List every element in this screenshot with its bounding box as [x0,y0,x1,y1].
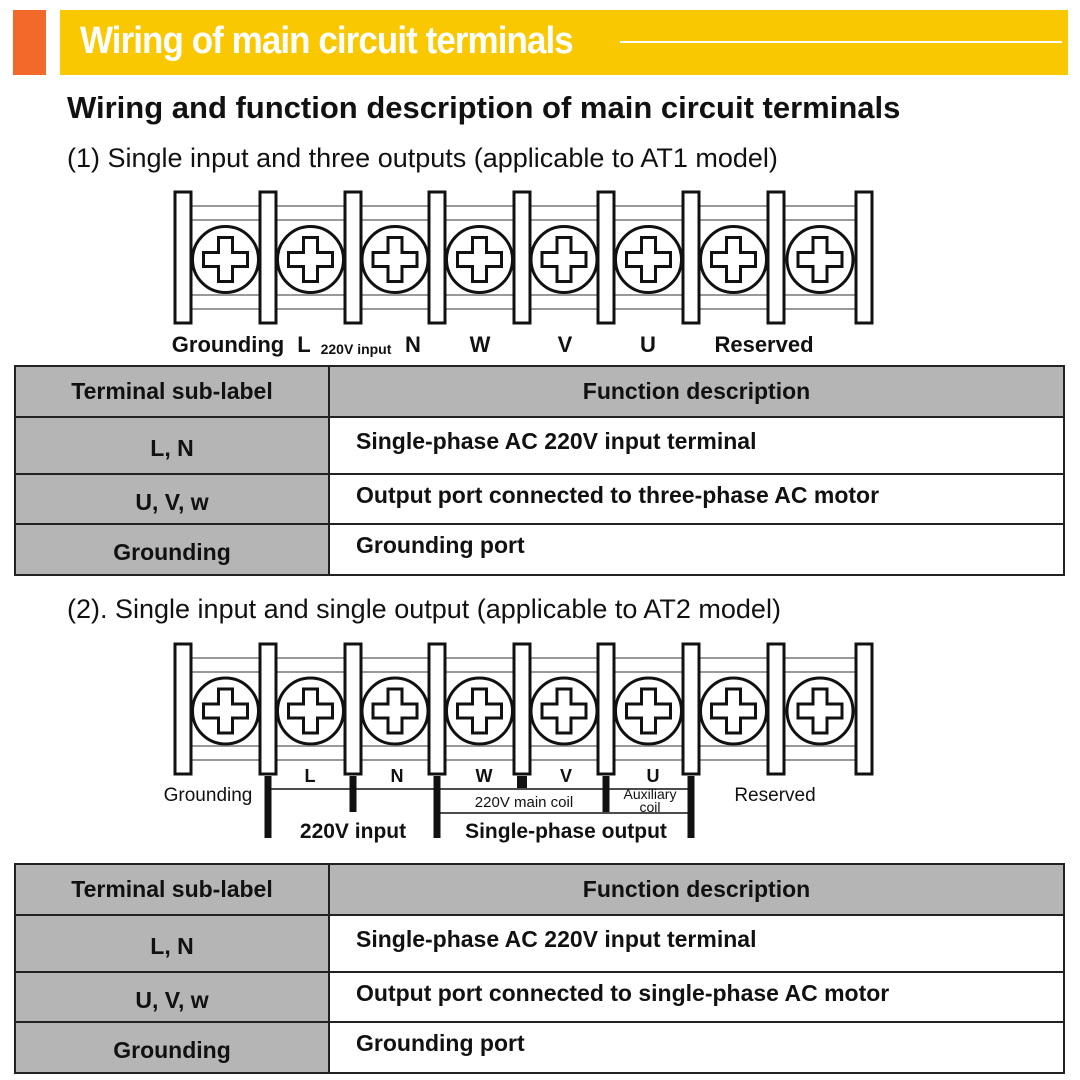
label-l: L [297,332,311,357]
row-label: L, N [150,933,194,959]
banner-rule [620,41,1062,43]
row-label: Grounding [113,1037,231,1063]
terminal-divider [683,644,699,774]
row-description: Output port connected to three-phase AC motor [356,481,880,508]
label-u: U [646,766,660,786]
section2-heading: (2). Single input and single output (applicable to AT2 model) [67,594,781,624]
row-description: Grounding port [356,532,525,558]
terminal-divider [598,644,614,774]
aux-coil-line1: Auxiliary [623,786,677,802]
terminal-divider [175,192,191,323]
label-reserved: Reserved [714,332,814,357]
table-row [15,1022,1064,1073]
label-u: U [640,332,656,357]
row-label: U, V, w [135,986,209,1013]
label-grounding: Grounding [171,332,285,357]
label-w: W [475,766,493,786]
table-row [15,972,1064,1022]
label-grounding: Grounding [163,785,253,806]
terminal-block-at1 [0,180,1080,370]
row-label: Grounding [113,539,231,565]
terminal-divider [345,644,361,774]
label-220v-input: 220V input [320,341,392,357]
label-l: L [304,766,316,786]
function-table-at2 [14,863,1065,1074]
terminal-divider [514,644,530,774]
label-v: V [557,332,573,357]
label-n: N [405,332,421,357]
row-description: Output port connected to single-phase AC motor [356,979,890,1006]
row-label: L, N [150,435,194,461]
table-row [15,524,1064,575]
terminal-divider [260,644,276,774]
terminal-divider [429,644,445,774]
terminal-divider [514,192,530,323]
terminal-divider [175,644,191,774]
terminal-divider [856,192,872,323]
label-n: N [390,766,404,786]
label-w: W [469,332,491,357]
terminal-divider [598,192,614,323]
label-output-group: Single-phase output [465,820,667,843]
label-v: V [559,766,573,786]
row-description: Single-phase AC 220V input terminal [356,926,757,952]
row-description: Single-phase AC 220V input terminal [356,428,757,454]
label-reserved: Reserved [734,785,816,806]
function-table-at1 [14,365,1065,576]
row-description: Grounding port [356,1030,525,1056]
label-main-coil: 220V main coil [474,794,574,811]
table-header: Function description [329,864,1064,915]
table-header: Terminal sub-label [15,366,329,417]
terminal-divider [856,644,872,774]
terminal-divider [768,644,784,774]
accent-block [13,10,46,75]
main-heading: Wiring and function description of main circuit terminals [67,90,901,125]
terminal-divider [429,192,445,323]
label-input-group: 220V input [299,820,407,843]
title-banner [60,10,1068,75]
terminal-divider [768,192,784,323]
wire-tap [517,776,527,788]
table-row [15,474,1064,524]
row-label: U, V, w [135,488,209,515]
aux-coil-line2: coil [639,799,661,815]
table-row [15,915,1064,972]
terminal-divider [683,192,699,323]
terminal-block-at2 [0,630,1080,850]
terminal-divider [345,192,361,323]
table-header: Terminal sub-label [15,864,329,915]
section1-heading: (1) Single input and three outputs (applicable to AT1 model) [67,143,778,173]
banner-title: Wiring of main circuit terminals [80,20,573,62]
table-header: Function description [329,366,1064,417]
label-aux-coil [624,788,677,814]
terminal-divider [260,192,276,323]
table-row [15,417,1064,474]
